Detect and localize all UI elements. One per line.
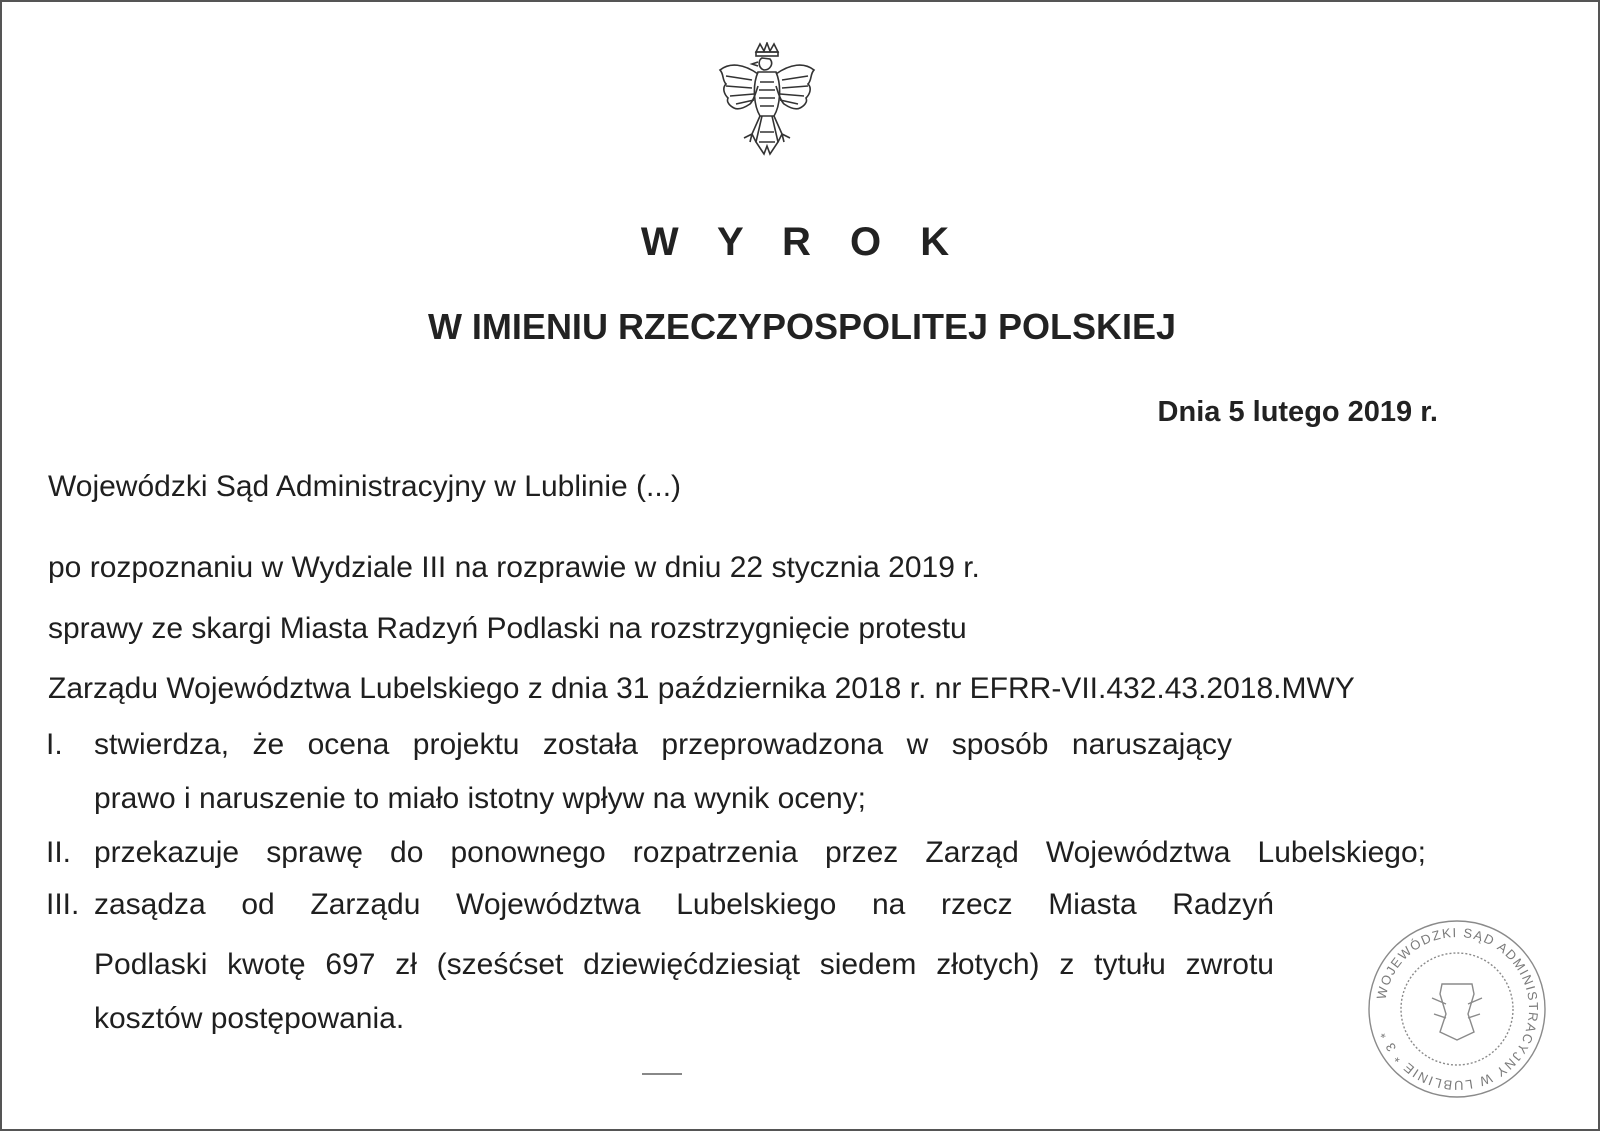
- stamp-text: WOJEWÓDZKI SĄD ADMINISTRACYJNY W LUBLINIE * 3 *: [1373, 924, 1542, 1094]
- svg-text:WOJEWÓDZKI SĄD ADMINISTRACYJNY: [1374, 925, 1542, 1093]
- intro-line: Zarządu Województwa Lubelskiego z dnia 31 października 2018 r. nr EFRR-VII.432.43.2018.MWY: [48, 672, 1355, 705]
- scan-smudge: [642, 1073, 682, 1075]
- item-text-line: przekazuje sprawę do ponownego rozpatrzenia przez Zarząd Województwa Lubelskiego;: [94, 836, 1426, 869]
- document-subtitle: W IMIENIU RZECZYPOSPOLITEJ POLSKIEJ: [427, 306, 1177, 347]
- document-title: W Y R O K: [640, 220, 964, 264]
- item-text-line: stwierdza, że ocena projektu została przeprowadzona w sposób naruszający: [94, 728, 1232, 761]
- item-number: II.: [46, 836, 72, 869]
- document-date: Dnia 5 lutego 2019 r.: [1157, 396, 1438, 428]
- intro-line: po rozpoznaniu w Wydziale III na rozprawie w dniu 22 stycznia 2019 r.: [48, 551, 980, 584]
- eagle-emblem-icon: [714, 42, 820, 166]
- item-number: I.: [46, 728, 63, 761]
- item-text-line: kosztów postępowania.: [94, 1002, 405, 1035]
- court-seal-stamp: [1362, 914, 1552, 1104]
- item-text-line: zasądza od Zarządu Województwa Lubelskiego na rzecz Miasta Radzyń: [94, 888, 1274, 921]
- item-text-line: prawo i naruszenie to miało istotny wpływ na wynik oceny;: [94, 782, 867, 815]
- court-name: Wojewódzki Sąd Administracyjny w Lublinie (...): [48, 470, 682, 503]
- intro-line: sprawy ze skargi Miasta Radzyń Podlaski na rozstrzygnięcie protestu: [48, 612, 967, 645]
- item-number: III.: [46, 888, 80, 921]
- item-text-line: Podlaski kwotę 697 zł (sześćset dziewięćdziesiąt siedem złotych) z tytułu zwrotu: [94, 948, 1274, 981]
